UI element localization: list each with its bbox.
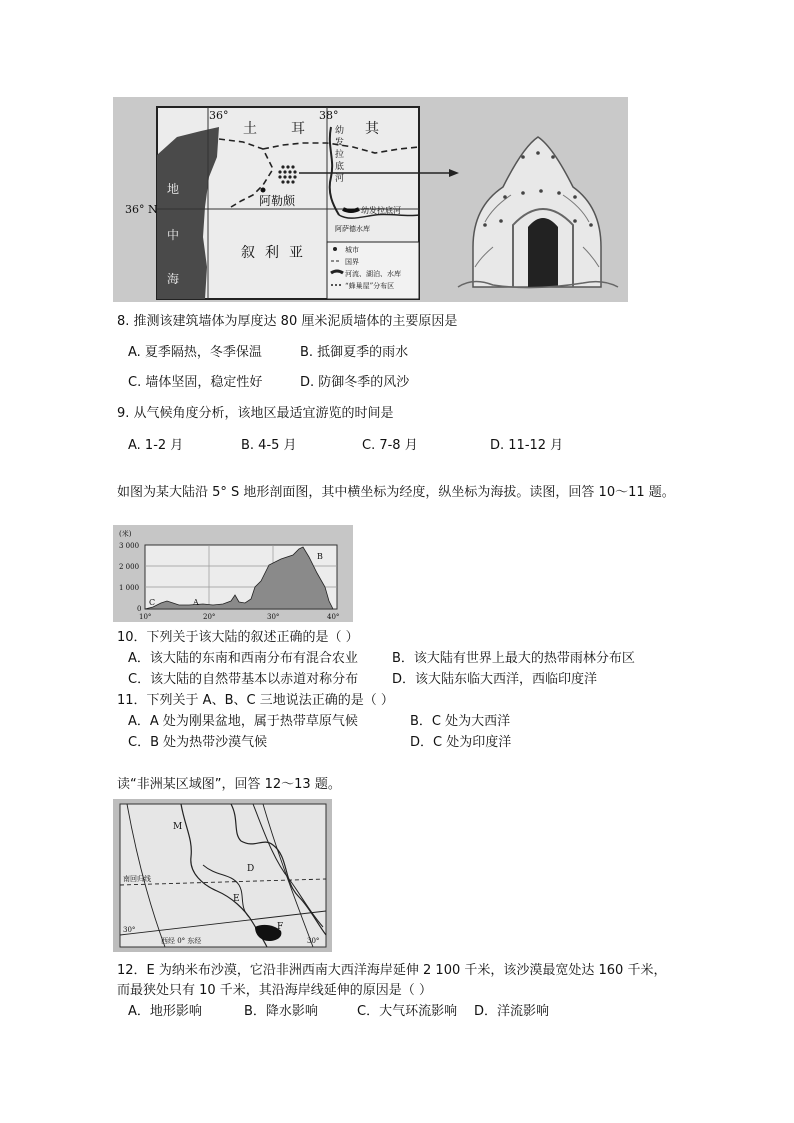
label-river-h: 幼发拉底河 <box>361 206 401 215</box>
q10-stem: 10．下列关于该大陆的叙述正确的是（ ） <box>117 630 359 645</box>
intro-africa: 读“非洲某区域图”，回答 12～13 题。 <box>117 777 341 792</box>
label-e: E <box>233 894 240 904</box>
q9-option-b[interactable]: B. 4-5 月 <box>241 438 297 453</box>
q8-option-b[interactable]: B. 抵御夏季的雨水 <box>300 345 409 360</box>
q10-option-a[interactable]: A．该大陆的东南和西南分布有混合农业 <box>128 651 358 666</box>
label-sea-3: 海 <box>167 272 180 286</box>
q11-option-d[interactable]: D．C 处为印度洋 <box>410 735 512 750</box>
q9-option-c[interactable]: C. 7-8 月 <box>362 438 418 453</box>
legend-area-label: “蜂巢屋”分布区 <box>345 282 395 290</box>
figure-terrain-profile <box>113 525 353 622</box>
syria-map-svg <box>113 97 628 302</box>
q11-option-b[interactable]: B．C 处为大西洋 <box>410 714 511 729</box>
figure-africa-map <box>113 799 332 952</box>
label-sea-1: 地 <box>167 182 180 196</box>
beehive-house-illustration <box>458 137 618 288</box>
africa-map-svg <box>113 799 332 952</box>
label-river-v2: 发 <box>335 138 345 148</box>
label-turkey-3: 其 <box>365 121 379 137</box>
legend-border-label: 国界 <box>345 258 359 266</box>
y-unit-label: (米) <box>119 530 132 538</box>
aleppo-city-dot <box>261 188 266 193</box>
point-b: B <box>317 552 323 561</box>
q11-option-c[interactable]: C．B 处为热带沙漠气候 <box>128 735 268 750</box>
label-f: F <box>277 922 284 932</box>
label-river-v3: 拉 <box>335 150 345 160</box>
legend-city-icon <box>333 247 337 251</box>
q11-stem: 11．下列关于 A、B、C 三地说法正确的是（ ） <box>117 693 394 708</box>
label-reservoir: 阿萨德水库 <box>335 225 370 233</box>
legend-river-label: 河流、湖泊、水库 <box>345 270 401 278</box>
q12-option-a[interactable]: A．地形影响 <box>128 1004 202 1019</box>
label-lon38: 38° <box>319 109 339 122</box>
point-a: A <box>193 598 199 607</box>
q9-option-d[interactable]: D. 11-12 月 <box>490 438 564 453</box>
label-turkey-2: 耳 <box>291 121 305 137</box>
x-tick-10: 10° <box>139 613 152 621</box>
label-turkey-1: 土 <box>243 121 257 137</box>
figure-syria-map <box>113 97 628 302</box>
q8-option-d[interactable]: D. 防御冬季的风沙 <box>300 375 410 390</box>
q10-option-d[interactable]: D．该大陆东临大西洋，西临印度洋 <box>392 672 598 687</box>
legend-city-label: 城市 <box>345 246 359 254</box>
label-syria-3: 亚 <box>289 245 303 261</box>
label-aleppo: 阿勒颇 <box>259 194 296 208</box>
label-d: D <box>247 864 255 874</box>
label-lat36n: 36° N <box>125 203 158 216</box>
q11-option-a[interactable]: A．A 处为刚果盆地，属于热带草原气候 <box>128 714 358 729</box>
label-30e: 30° <box>307 937 320 945</box>
x-tick-40: 40° <box>327 613 340 621</box>
q12-option-b[interactable]: B．降水影响 <box>244 1004 318 1019</box>
q8-option-c[interactable]: C. 墙体坚固，稳定性好 <box>128 375 263 390</box>
q10-option-c[interactable]: C．该大陆的自然带基本以赤道对称分布 <box>128 672 359 687</box>
label-tropic: 南回归线 <box>123 875 151 883</box>
q8-option-a[interactable]: A. 夏季隔热，冬季保温 <box>128 345 262 360</box>
q8-stem: 8. 推测该建筑墙体为厚度达 80 厘米泥质墙体的主要原因是 <box>117 314 458 329</box>
label-river-v5: 河 <box>335 174 345 184</box>
q12-option-d[interactable]: D．洋流影响 <box>474 1004 550 1019</box>
q12-option-c[interactable]: C．大气环流影响 <box>357 1004 458 1019</box>
y-tick-3000: 3 000 <box>119 542 140 550</box>
x-tick-30: 30° <box>267 613 280 621</box>
reservoir-shape <box>343 209 359 211</box>
intro-profile: 如图为某大陆沿 5° S 地形剖面图，其中横坐标为经度，纵坐标为海拔。读图，回答 10～11 题。 <box>117 485 675 500</box>
y-tick-2000: 2 000 <box>119 563 140 571</box>
q10-option-b[interactable]: B．该大陆有世界上最大的热带雨林分布区 <box>392 651 635 666</box>
arrow-head <box>449 169 459 177</box>
y-tick-1000: 1 000 <box>119 584 140 592</box>
label-longitude: 西经 0° 东经 <box>161 937 202 945</box>
x-tick-20: 20° <box>203 613 216 621</box>
legend-area-icon <box>331 284 341 286</box>
label-m: M <box>173 822 183 832</box>
label-river-v1: 幼 <box>335 126 345 136</box>
q12-stem-line1: 12．E 为纳米布沙漠，它沿非洲西南大西洋海岸延伸 2 100 千米，该沙漠最宽处达 160 千米， <box>117 963 667 978</box>
profile-svg <box>113 525 353 622</box>
label-lat36-top: 36° <box>209 109 229 122</box>
label-syria-2: 利 <box>265 245 279 261</box>
label-sea-2: 中 <box>167 228 180 242</box>
q9-option-a[interactable]: A. 1-2 月 <box>128 438 184 453</box>
label-river-v4: 底 <box>335 162 345 172</box>
y-tick-0: 0 <box>137 605 142 613</box>
q9-stem: 9. 从气候角度分析，该地区最适宜游览的时间是 <box>117 406 394 421</box>
q12-stem-line2: 而最狭处只有 10 千米，其沿海岸线延伸的原因是（ ） <box>117 983 432 998</box>
label-30s: 30° <box>123 926 136 934</box>
label-syria-1: 叙 <box>241 245 255 261</box>
point-c: C <box>149 598 156 607</box>
